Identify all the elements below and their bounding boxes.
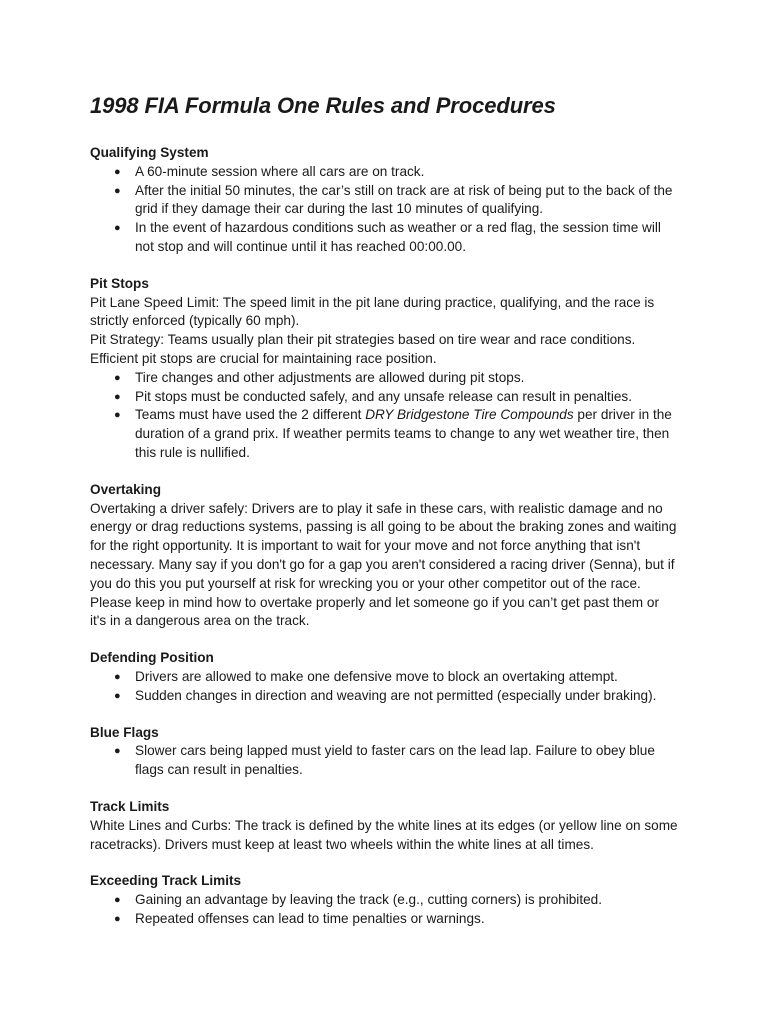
list-item bbox=[90, 742, 678, 780]
paragraph-pit-strategy: Pit Strategy: Teams usually plan their pit strategies based on tire wear and race conditions. Efficient pit stops are crucial for maintaining race position. bbox=[90, 332, 636, 366]
list-item bbox=[90, 163, 678, 182]
bullet-icon: ● bbox=[114, 390, 121, 403]
paragraph-track-limits: White Lines and Curbs: The track is defined by the white lines at its edges (or yellow line on some racetracks). Drivers must keep at least two wheels within the white lines at all times. bbox=[90, 817, 678, 852]
list-item bbox=[90, 388, 678, 407]
list-item bbox=[90, 369, 678, 388]
list-item bbox=[90, 668, 678, 687]
bullet-icon: ● bbox=[114, 184, 121, 197]
list-item-text-tire-compounds bbox=[135, 407, 672, 460]
paragraph-pit-lane-speed-limit: Pit Lane Speed Limit: The speed limit in the pit lane during practice, qualifying, and the race is strictly enforced (typically 60 mph). bbox=[90, 294, 655, 329]
section-pit-stops bbox=[90, 275, 678, 463]
section-heading-overtaking: Overtaking bbox=[90, 481, 162, 497]
section-qualifying bbox=[90, 144, 678, 257]
list-item bbox=[90, 687, 678, 706]
list-item bbox=[90, 182, 678, 220]
list-item-text: Drivers are allowed to make one defensive move to block an overtaking attempt. bbox=[135, 668, 618, 684]
list-item bbox=[90, 406, 678, 462]
paragraph-overtaking: Overtaking a driver safely: Drivers are to play it safe in these cars, with realistic damage and no energy or drag reductions systems, passing is all going to be about the braking zones and waiting for the right opportunity. It is important to wait for your move and not force anything that isn't necessary. Many say if you don't go for a gap you aren't considered a racing driver (Senna), but if you do this you put yourself at risk for wrecking you or your other competitor out of the race. Please keep in mind how to overtake properly and let someone go if you can’t get past them or it's in a dangerous area on the track. bbox=[90, 500, 677, 629]
list-item-text: After the initial 50 minutes, the car’s still on track are at risk of being put to the back of the grid if they damage their car during the last 10 minutes of qualifying. bbox=[135, 182, 673, 217]
list-item bbox=[90, 891, 678, 910]
list-item-text: Sudden changes in direction and weaving are not permitted (especially under braking). bbox=[135, 687, 657, 703]
tire-rule-text-end: per driver in the duration of a grand prix. If weather permits teams to change to any wet weather tire, then this rule is nullified. bbox=[135, 407, 672, 460]
list-item-text: Gaining an advantage by leaving the track (e.g., cutting corners) is prohibited. bbox=[135, 892, 602, 908]
bullet-icon: ● bbox=[114, 912, 121, 925]
section-blue-flags bbox=[90, 724, 678, 780]
bullet-icon: ● bbox=[114, 894, 121, 907]
document-body bbox=[90, 92, 678, 947]
tire-rule-text-start: Teams must have used the 2 different bbox=[135, 407, 366, 423]
bullet-icon: ● bbox=[114, 689, 121, 702]
list-item bbox=[90, 219, 678, 257]
list-item-text: Tire changes and other adjustments are allowed during pit stops. bbox=[135, 369, 525, 385]
tire-compound-emphasis: DRY Bridgestone Tire Compounds bbox=[365, 407, 574, 423]
list-item-text: Pit stops must be conducted safely, and any unsafe release can result in penalties. bbox=[135, 388, 632, 404]
bullet-list-blue-flags bbox=[90, 742, 678, 780]
list-item-text: Slower cars being lapped must yield to faster cars on the lead lap. Failure to obey blue flags can result in penalties. bbox=[135, 743, 655, 778]
list-item bbox=[90, 910, 678, 929]
bullet-list-defending bbox=[90, 668, 678, 706]
section-heading-defending-position: Defending Position bbox=[90, 650, 214, 666]
list-item-text: Repeated offenses can lead to time penalties or warnings. bbox=[135, 910, 485, 926]
section-defending-position bbox=[90, 649, 678, 705]
bullet-icon: ● bbox=[114, 222, 121, 235]
bullet-list-exceeding bbox=[90, 891, 678, 929]
bullet-icon: ● bbox=[114, 745, 121, 758]
section-heading-exceeding-track-limits: Exceeding Track Limits bbox=[90, 873, 242, 889]
bullet-icon: ● bbox=[114, 371, 121, 384]
section-overtaking bbox=[90, 481, 678, 631]
list-item-text: In the event of hazardous conditions such as weather or a red flag, the session time will not stop and will continue until it has reached 00:00.00. bbox=[135, 220, 661, 254]
bullet-icon: ● bbox=[114, 409, 121, 422]
list-item-text: A 60-minute session where all cars are on track. bbox=[135, 163, 425, 179]
bullet-list-pit-stops bbox=[90, 369, 678, 463]
section-track-limits bbox=[90, 798, 678, 854]
section-heading-track-limits: Track Limits bbox=[90, 798, 170, 814]
document-title: 1998 FIA Formula One Rules and Procedures bbox=[90, 93, 556, 118]
section-heading-qualifying: Qualifying System bbox=[90, 145, 209, 160]
bullet-list-qualifying bbox=[90, 163, 678, 257]
bullet-icon: ● bbox=[114, 670, 121, 683]
section-exceeding-track-limits bbox=[90, 872, 678, 928]
section-heading-blue-flags: Blue Flags bbox=[90, 724, 159, 740]
section-heading-pit-stops: Pit Stops bbox=[90, 275, 149, 291]
bullet-icon: ● bbox=[114, 165, 121, 178]
